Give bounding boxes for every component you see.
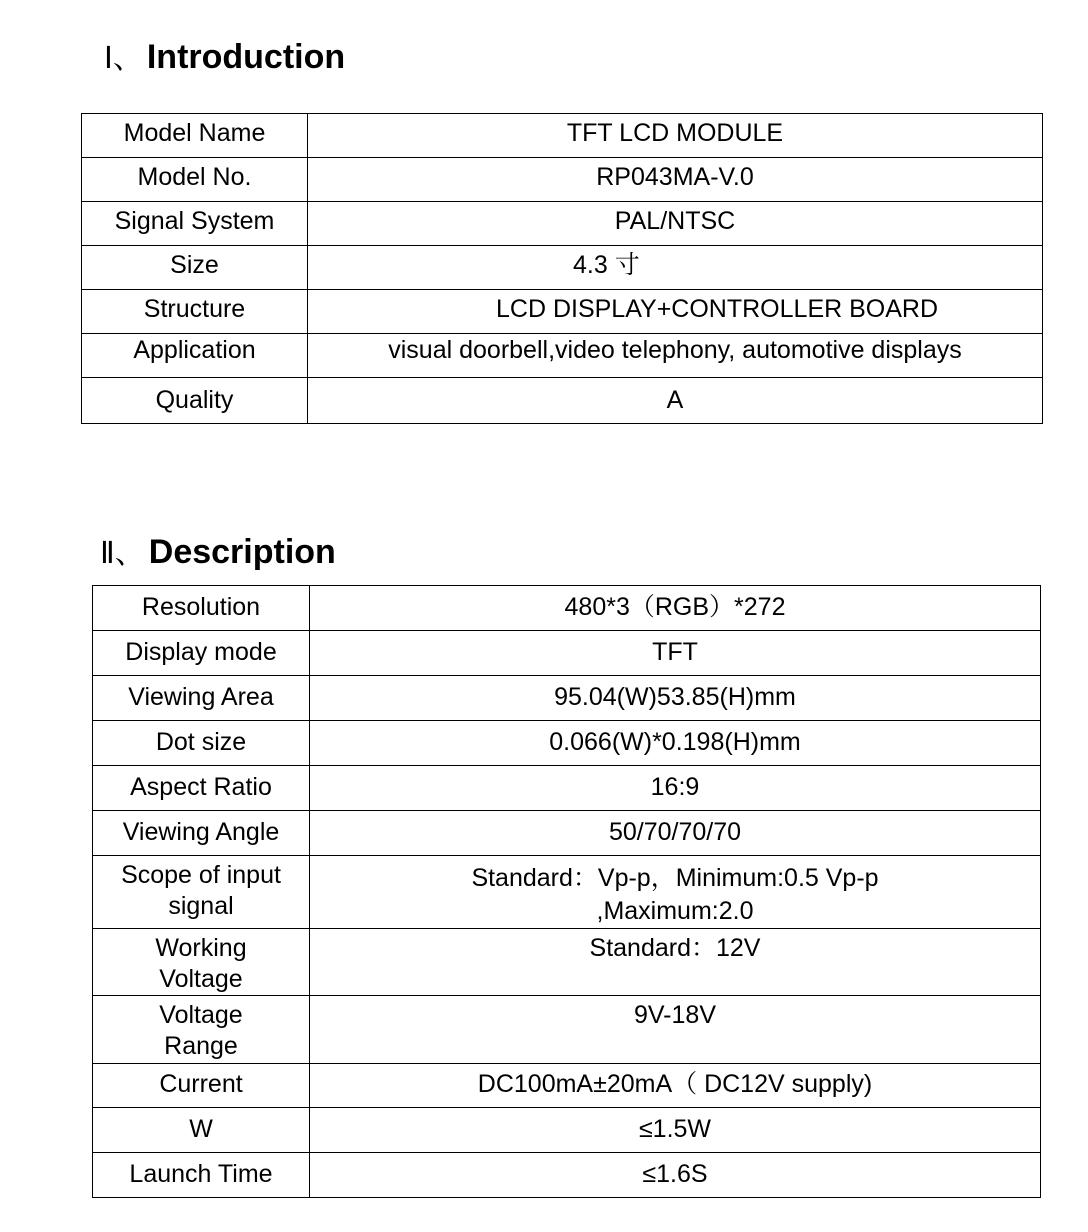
table-row [82,378,1043,424]
row-label: Aspect Ratio [93,766,310,811]
row-label: Display mode [93,631,310,676]
row-label [93,929,310,996]
table-row [93,856,1041,929]
table-row [93,811,1041,856]
section-number: Ⅰ、 [104,42,143,75]
row-label-text: Working Voltage [155,934,247,993]
row-label: W [93,1108,310,1153]
table-row [82,290,1043,334]
row-label: Viewing Angle [93,811,310,856]
table-row [82,246,1043,290]
row-label: Resolution [93,586,310,631]
row-label: Dot size [93,721,310,766]
row-label: Launch Time [93,1153,310,1198]
description-table [92,585,1041,1198]
section-number: Ⅱ、 [100,537,145,570]
row-value: DC100mA±20mA（ DC12V supply) [310,1064,1041,1108]
row-label: Signal System [82,202,308,246]
row-value: 16:9 [310,766,1041,811]
row-value: 0.066(W)*0.198(H)mm [310,721,1041,766]
row-value: 95.04(W)53.85(H)mm [310,676,1041,721]
row-value: 50/70/70/70 [310,811,1041,856]
table-row [93,929,1041,996]
row-value: RP043MA-V.0 [308,158,1043,202]
introduction-table [81,113,1043,424]
row-label: Model No. [82,158,308,202]
description-heading [100,532,336,574]
row-value [310,856,1041,929]
table-row [93,721,1041,766]
row-label: Size [82,246,308,290]
section-title: Description [148,533,336,571]
table-row [93,1064,1041,1108]
row-label-text: Voltage Range [159,1001,243,1060]
table-row [93,676,1041,721]
section-title: Introduction [146,38,346,76]
row-value: TFT [310,631,1041,676]
row-value: Standard：12V [310,929,1041,996]
row-value: TFT LCD MODULE [308,114,1043,158]
table-row [93,631,1041,676]
row-value: PAL/NTSC [308,202,1043,246]
table-row [93,996,1041,1064]
row-label: Model Name [82,114,308,158]
row-label: Structure [82,290,308,334]
row-label [93,856,310,929]
row-value: 480*3（RGB）*272 [310,586,1041,631]
row-value: A [308,378,1043,424]
row-value: visual doorbell,video telephony, automotive displays [308,334,1043,378]
row-label: Viewing Area [93,676,310,721]
table-row [93,1108,1041,1153]
table-row [82,158,1043,202]
row-value: LCD DISPLAY+CONTROLLER BOARD [308,290,1043,334]
row-label: Current [93,1064,310,1108]
row-value: 9V-18V [310,996,1041,1064]
row-value: 4.3 寸 [308,246,1043,290]
table-row [93,586,1041,631]
introduction-heading [104,37,345,79]
row-label [93,996,310,1064]
row-label-text: Scope of input signal [121,861,281,920]
table-row [82,202,1043,246]
table-row [93,766,1041,811]
table-row [93,1153,1041,1198]
row-value-text: Standard：Vp-p，Minimum:0.5 Vp-p ,Maximum:2.0 [471,864,879,925]
table-row [82,334,1043,378]
table-row [82,114,1043,158]
row-value: ≤1.6S [310,1153,1041,1198]
row-value: ≤1.5W [310,1108,1041,1153]
row-label: Quality [82,378,308,424]
row-label: Application [82,334,308,378]
